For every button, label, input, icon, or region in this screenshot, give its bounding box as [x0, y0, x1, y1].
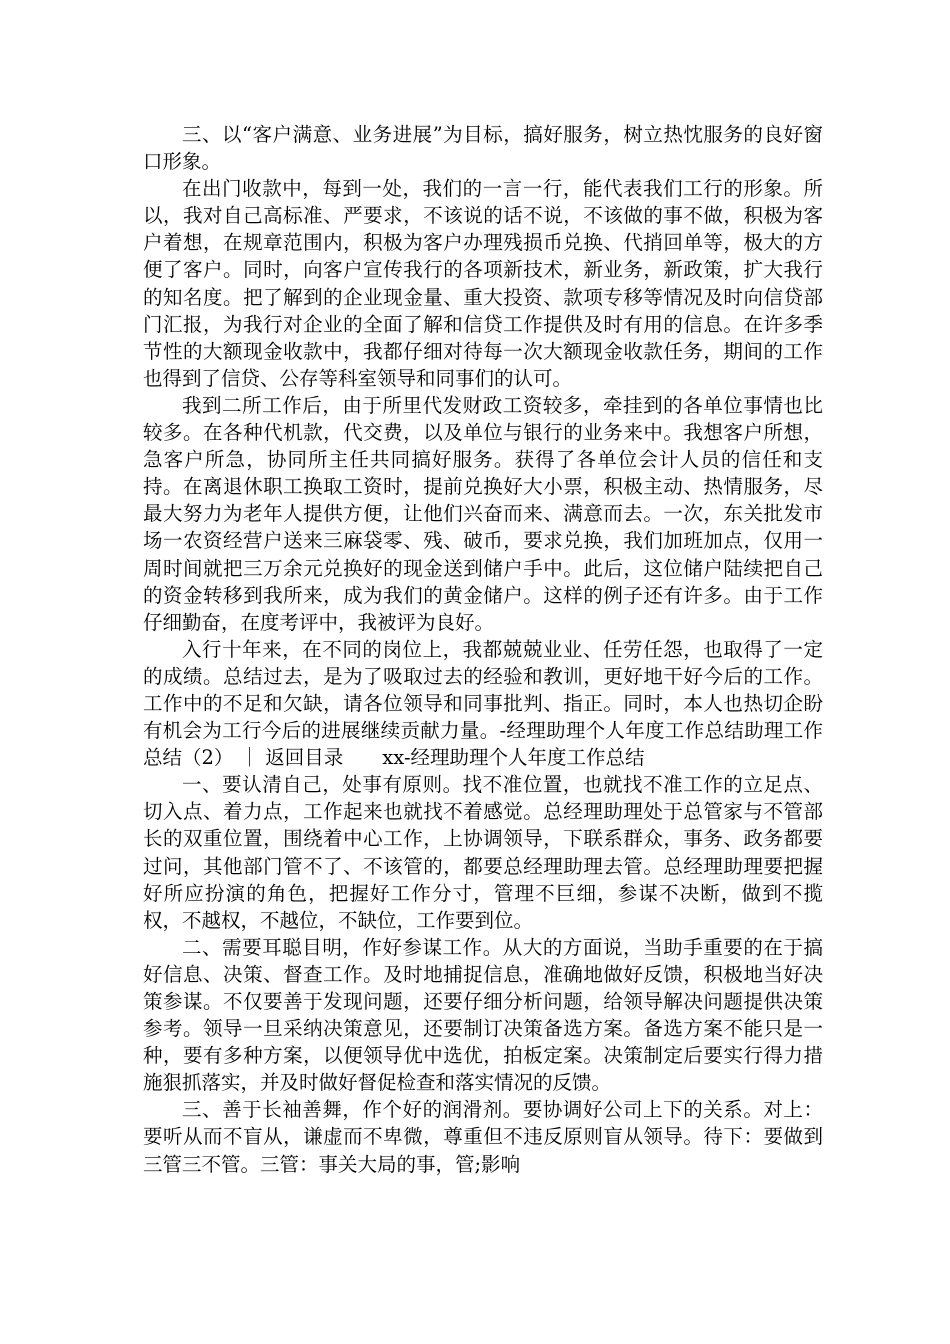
paragraph-coordination: 三、善于长袖善舞，作个好的润滑剂。要协调好公司上下的关系。对上：要听从而不盲从，谦虚而不卑微，尊重但不违反原则盲从领导。待下：要做到三管三不管。三管：事关大局的事，管;影响	[143, 1098, 823, 1176]
paragraph-section-three-heading: 三、以“客户满意、业务进展”为目标，搞好服务，树立热忱服务的良好窗口形象。	[143, 123, 823, 174]
paragraph-collection-work: 在出门收款中，每到一处，我们的一言一行，能代表我们工行的形象。所以，我对自己高标准、严要求，不该说的话不说，不该做的事不做，积极为客户着想，在规章范围内，积极为客户办理残损币兑换、代捎回单等，极大的方便了客户。同时，向客户宣传我行的各项新技术，新业务，新政策，扩大我行的知名度。把了解到的企业现金量、重大投资、款项专移等情况及时向信贷部门汇报，为我行对企业的全面了解和信贷工作提供及时有用的信息。在许多季节性的大额现金收款中，我都仔细对待每一次大额现金收款任务，期间的工作也得到了信贷、公存等科室领导和同事们的认可。	[143, 177, 823, 390]
paragraph-advisory-work: 二、需要耳聪目明，作好参谋工作。从大的方面说，当助手重要的在于搞好信息、决策、督查工作。及时地捕捉信息，准确地做好反馈，积极地当好决策参谋。不仅要善于发现问题，还要仔细分析问题，给领导解决问题提供决策参考。领导一旦采纳决策意见，还要制订决策备选方案。备选方案不能只是一种，要有多种方案，以便领导优中选优，拍板定案。决策制定后要实行得力措施狠抓落实，并及时做好督促检查和落实情况的反馈。	[143, 935, 823, 1095]
paragraph-ten-years-summary: 入行十年来，在不同的岗位上，我都兢兢业业、任劳任怨，也取得了一定的成绩。总结过去，是为了吸取过去的经验和教训，更好地干好今后的工作。工作中的不足和欠缺，请各位领导和同事批判、指正。同时，本人也热切企盼有机会为工行今后的进展继续贡献力量。-经理助理个人年度工作总结助理工作总结（2） ｜ 返回目录 xx-经理助理个人年度工作总结	[143, 637, 823, 770]
document-page	[143, 121, 823, 1178]
paragraph-second-office: 我到二所工作后，由于所里代发财政工资较多，牵挂到的各单位事情也比较多。在各种代机款，代交费，以及单位与银行的业务来中。我想客户所想，急客户所急，协同所主任共同搞好服务。获得了各单位会计人员的信任和支持。在离退休职工换取工资时，提前兑换好大小票，积极主动、热情服务，尽最大努力为老年人提供方便，让他们兴奋而来、满意而去。一次，东关批发市场一农资经营户送来三麻袋零、残、破币，要求兑换，我们加班加点，仅用一周时间就把三万余元兑换好的现金送到储户手中。此后，这位储户陆续把自己的资金转移到我所来，成为我们的黄金储户。这样的例子还有许多。由于工作仔细勤奋，在度考评中，我被评为良好。	[143, 393, 823, 634]
paragraph-know-yourself: 一、要认清自己，处事有原则。找不准位置，也就找不准工作的立足点、切入点、着力点，工作起来也就找不着感觉。总经理助理处于总管家与不管部长的双重位置，围绕着中心工作，上协调领导，下联系群众，事务、政务都要过问，其他部门管不了、不该管的，都要总经理助理去管。总经理助理要把握好所应扮演的角色，把握好工作分寸，管理不巨细，参谋不决断，做到不揽权，不越权，不越位，不缺位，工作要到位。	[143, 773, 823, 932]
